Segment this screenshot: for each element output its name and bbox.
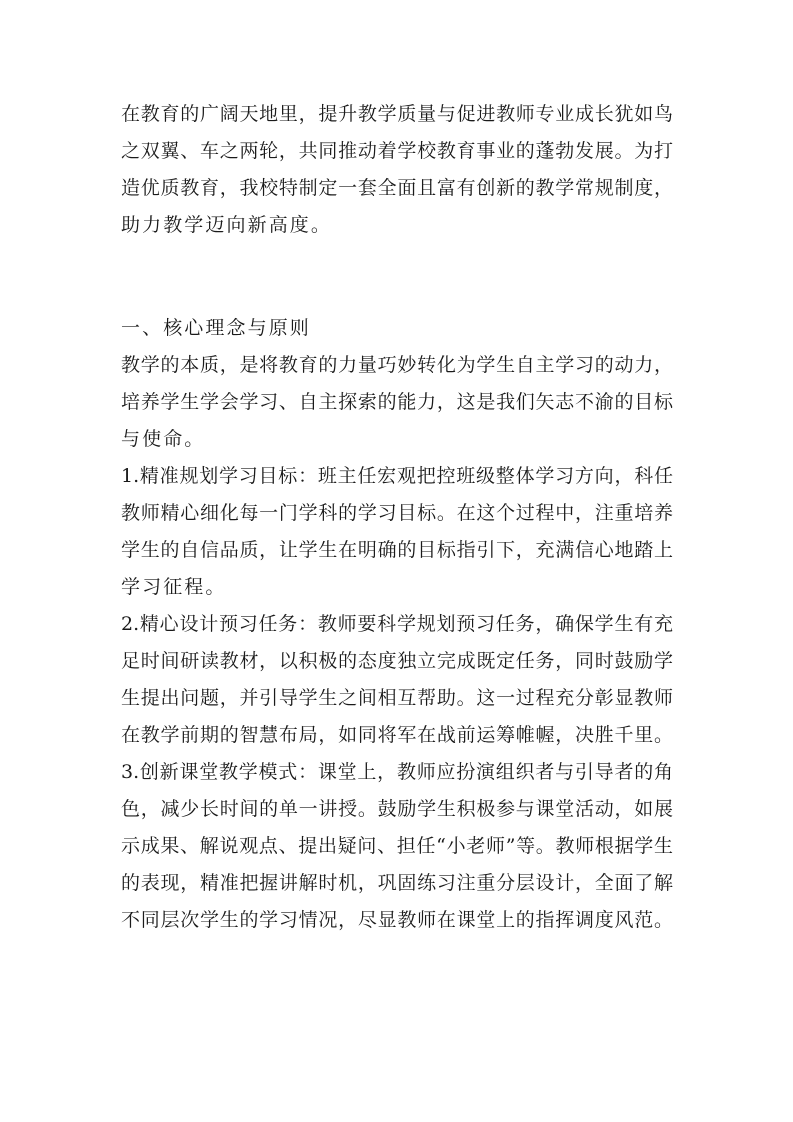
- text-line: 不同层次学生的学习情况，尽显教师在课堂上的指挥调度风范。: [121, 909, 673, 931]
- text-line: 培养学生学会学习、自主探索的能力，这是我们矢志不渝的目标: [121, 391, 673, 413]
- text-line: 与使命。: [121, 428, 206, 450]
- text-line: 示成果、解说观点、提出疑问、担任“小老师”等。教师根据学生: [121, 835, 673, 857]
- text-line: 2.精心设计预习任务：教师要科学规划预习任务，确保学生有充: [121, 613, 673, 635]
- text-line: 造优质教育，我校特制定一套全面且富有创新的教学常规制度，: [121, 177, 673, 199]
- text-line: 3.创新课堂教学模式：课堂上，教师应扮演组织者与引导者的角: [121, 761, 673, 783]
- text-line: 色，减少长时间的单一讲授。鼓励学生积极参与课堂活动，如展: [121, 798, 673, 820]
- text-line: 生提出问题，并引导学生之间相互帮助。这一过程充分彰显教师: [121, 687, 673, 709]
- text-line: 助力教学迈向新高度。: [121, 214, 333, 236]
- text-line: 在教学前期的智慧布局，如同将军在战前运筹帷幄，决胜千里。: [121, 724, 673, 746]
- text-line: 学习征程。: [121, 576, 227, 598]
- section-heading: 一、核心理念与原则: [121, 317, 311, 339]
- text-line: 足时间研读教材，以积极的态度独立完成既定任务，同时鼓励学: [121, 650, 673, 672]
- text-line: 教学的本质，是将教育的力量巧妙转化为学生自主学习的动力，: [121, 354, 673, 376]
- text-line: 教师精心细化每一门学科的学习目标。在这个过程中，注重培养: [121, 502, 673, 524]
- text-line: 在教育的广阔天地里，提升教学质量与促进教师专业成长犹如鸟: [121, 103, 673, 125]
- text-line: 的表现，精准把握讲解时机，巩固练习注重分层设计，全面了解: [121, 872, 673, 894]
- text-line: 1.精准规划学习目标：班主任宏观把控班级整体学习方向，科任: [121, 465, 673, 487]
- text-line: 学生的自信品质，让学生在明确的目标指引下，充满信心地踏上: [121, 539, 673, 561]
- text-line: 之双翼、车之两轮，共同推动着学校教育事业的蓬勃发展。为打: [121, 140, 673, 162]
